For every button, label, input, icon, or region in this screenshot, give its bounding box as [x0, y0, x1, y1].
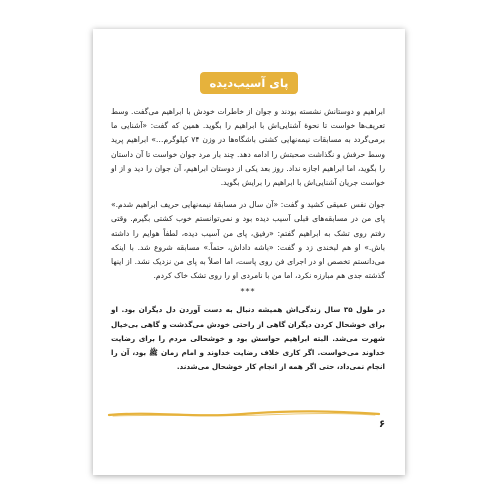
- section-separator: ***: [240, 287, 256, 297]
- paragraph-1: ابراهیم و دوستانش نشسته بودند و جوان از خاطرات خودش با ابراهیم می‌گفت. وسط تعریف‌ها خواست تا نحوهٔ آشنایی‌اش با ابراهیم را بگوید. همین که گفت: «آشنایی ما برمی‌گردد به مسابقات نیمه‌نهایی کشتی باشگاه‌ها در وزن ۷۴ کیلوگرم…» ابراهیم پرید وسط حرفش و نگذاشت صحبتش را ادامه دهد. چند بار مرد جوان خواست تا آن داستان را بگوید، اما ابراهیم اجازه نداد. روز بعد یکی از دوستان ابراهیم، آن جوان را دید و از او خواست جریان آشنایی‌اش با ابراهیم را برایش بگوید.: [111, 107, 385, 188]
- book-page: [93, 29, 405, 475]
- page-number: ۶: [379, 419, 386, 430]
- page-body: [111, 105, 385, 374]
- paragraph-2: جوان نفس عمیقی کشید و گفت: «آن سال در مسابقهٔ نیمه‌نهایی حریف ابراهیم شدم.» پای من در مسابقه‌های قبلی آسیب دیده بود و نمی‌توانستم خوب کشتی بگیرم. وقتی رفتم روی تشک به ابراهیم گفتم: «رفیق، پای من آسیب دیده، لطفاً هوایم را داشته باش.» او هم لبخندی زد و گفت: «باشه داداش، حتماً.» مسابقه شروع شد. با اینکه می‌دانستم تخصص او در اجرای فن روی پاست، اما اصلاً به پای من نزدیک نشد. از اینها گذشته جدی هم مبارزه نکرد، اما من با نامردی او را روی تشک خاک کردم.: [111, 200, 385, 281]
- chapter-title: پای آسیب‌دیده: [209, 76, 289, 90]
- closing-paragraph: در طول ۳۵ سال زندگی‌اش همیشه دنبال به دست آوردن دل دیگران بود. او برای خوشحال کردن دیگران گاهی از راحتی خودش می‌گذشت و گاهی بی‌خیال شهرت می‌شد. البته ابراهیم حواسش بود و خوشحالی مردم را برای رضایت خداوند می‌خواست. اگر کاری خلاف رضایت خداوند و امام زمان ﷺ بود، آن را انجام نمی‌داد، حتی اگر همه از انجام کار خوشحال می‌شدند.: [111, 305, 386, 372]
- chapter-title-banner: [200, 72, 298, 94]
- decorative-footer-line: [93, 403, 405, 423]
